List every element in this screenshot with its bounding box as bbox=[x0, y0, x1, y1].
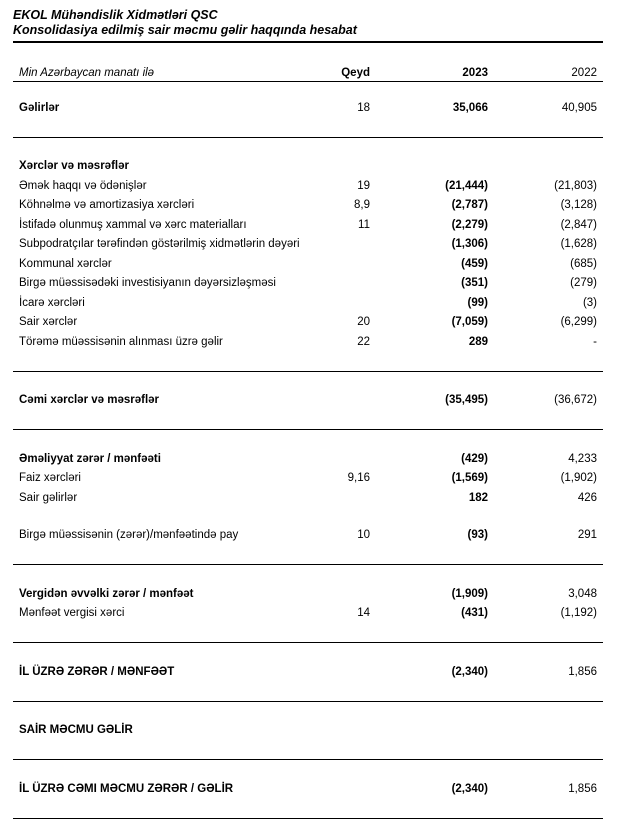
row-value-2022: (3) bbox=[582, 296, 597, 309]
row-label: Kommunal xərclər bbox=[19, 257, 112, 270]
column-header-2022: 2022 bbox=[571, 67, 597, 79]
table-row bbox=[13, 215, 603, 235]
row-note: 10 bbox=[357, 529, 370, 542]
table-row bbox=[13, 662, 603, 682]
row-value-2022: 4,233 bbox=[568, 452, 597, 465]
row-note: 18 bbox=[357, 101, 370, 114]
table-row bbox=[13, 391, 603, 411]
row-label: Faiz xərcləri bbox=[19, 472, 81, 485]
row-label: Əməliyyat zərər / mənfəəti bbox=[19, 452, 161, 465]
row-value-2022: (1,192) bbox=[560, 607, 597, 620]
table-row bbox=[13, 721, 603, 741]
row-value-2022: 1,856 bbox=[568, 665, 597, 678]
table-row bbox=[13, 604, 603, 624]
row-label: İL ÜZRƏ CƏMI MƏCMU ZƏRƏR / GƏLİR bbox=[19, 782, 234, 795]
company-name: EKOL Mühəndislik Xidmətləri QSC bbox=[13, 8, 218, 22]
row-value-2023: (7,059) bbox=[451, 316, 488, 329]
row-note: 20 bbox=[357, 316, 370, 329]
row-value-2022: (6,299) bbox=[560, 316, 597, 329]
row-value-2022: (3,128) bbox=[560, 199, 597, 212]
section-divider bbox=[13, 701, 603, 702]
row-value-2022: 426 bbox=[577, 491, 597, 504]
table-row bbox=[13, 526, 603, 546]
row-value-2023: (351) bbox=[461, 277, 488, 290]
row-label: Sair gəlirlər bbox=[19, 491, 78, 504]
table-row bbox=[13, 157, 603, 177]
row-label: Köhnəlmə və amortizasiya xərcləri bbox=[19, 199, 195, 212]
row-value-2022: - bbox=[593, 335, 597, 348]
report-title: Konsolidasiya edilmiş sair məcmu gəlir haqqında hesabat bbox=[13, 23, 357, 37]
column-header-units: Min Azərbaycan manatı ilə bbox=[19, 67, 155, 79]
row-value-2022: (21,803) bbox=[554, 179, 597, 192]
row-value-2023: (93) bbox=[467, 529, 488, 542]
row-note: 9,16 bbox=[347, 472, 370, 485]
row-value-2022: 40,905 bbox=[561, 101, 597, 114]
table-row bbox=[13, 584, 603, 604]
table-row bbox=[13, 332, 603, 352]
row-value-2022: (36,672) bbox=[554, 394, 597, 407]
table-row bbox=[13, 779, 603, 799]
column-header-note: Qeyd bbox=[341, 67, 370, 79]
row-value-2022: (279) bbox=[570, 277, 597, 290]
row-value-2023: 289 bbox=[468, 335, 488, 348]
row-value-2022: (2,847) bbox=[560, 218, 597, 231]
row-value-2022: (1,902) bbox=[560, 472, 597, 485]
table-header-divider bbox=[13, 81, 603, 82]
row-value-2022: 1,856 bbox=[568, 782, 597, 795]
row-value-2022: 291 bbox=[577, 529, 597, 542]
row-label: İcarə xərcləri bbox=[19, 296, 85, 309]
row-label: Sair xərclər bbox=[19, 316, 78, 329]
table-row bbox=[13, 449, 603, 469]
section-divider bbox=[13, 564, 603, 565]
row-label: Gəlirlər bbox=[19, 101, 60, 114]
section-divider bbox=[13, 759, 603, 760]
row-value-2023: (1,569) bbox=[451, 472, 488, 485]
table-row bbox=[13, 176, 603, 196]
row-label: Birgə müəssisənin (zərər)/mənfəətində pay bbox=[19, 529, 239, 542]
row-value-2023: (21,444) bbox=[445, 179, 488, 192]
row-note: 22 bbox=[357, 335, 370, 348]
row-label: Əmək haqqı və ödənişlər bbox=[19, 179, 147, 192]
table-row bbox=[13, 274, 603, 294]
section-divider bbox=[13, 137, 603, 138]
row-value-2023: (459) bbox=[461, 257, 488, 270]
section-divider bbox=[13, 429, 603, 430]
row-label: Birgə müəssisədəki investisiyanın dəyərsizləşməsi bbox=[19, 277, 276, 290]
table-body bbox=[13, 98, 603, 819]
table-row bbox=[13, 98, 603, 118]
table-row bbox=[13, 488, 603, 508]
row-label: Cəmi xərclər və məsrəflər bbox=[19, 394, 160, 407]
row-label: SAİR MƏCMU GƏLİR bbox=[19, 724, 133, 737]
table-row bbox=[13, 235, 603, 255]
table-row bbox=[13, 293, 603, 313]
row-value-2023: 182 bbox=[468, 491, 488, 504]
table-header-row bbox=[13, 63, 603, 79]
table-row bbox=[13, 196, 603, 216]
row-value-2023: (2,340) bbox=[451, 665, 488, 678]
row-note: 11 bbox=[358, 218, 370, 231]
column-header-2023: 2023 bbox=[462, 67, 488, 79]
table-row bbox=[13, 469, 603, 489]
row-value-2023: (1,306) bbox=[451, 238, 488, 251]
row-label: Mənfəət vergisi xərci bbox=[19, 607, 125, 620]
report-header bbox=[13, 8, 603, 38]
section-divider bbox=[13, 642, 603, 643]
row-label: Subpodratçılar tərəfindən göstərilmiş xidmətlərin dəyəri bbox=[19, 238, 300, 251]
row-note: 8,9 bbox=[354, 199, 370, 212]
row-value-2022: (685) bbox=[570, 257, 597, 270]
row-note: 19 bbox=[357, 179, 370, 192]
row-label: Xərclər və məsrəflər bbox=[19, 160, 129, 173]
row-label: İstifadə olunmuş xammal və xərc materialları bbox=[19, 218, 247, 231]
table-row bbox=[13, 313, 603, 333]
row-value-2023: (2,340) bbox=[451, 782, 488, 795]
row-value-2023: (2,279) bbox=[451, 218, 488, 231]
row-value-2023: (429) bbox=[461, 452, 488, 465]
row-value-2023: (35,495) bbox=[445, 394, 488, 407]
row-note: 14 bbox=[357, 607, 370, 620]
title-divider bbox=[13, 41, 603, 43]
table-row bbox=[13, 254, 603, 274]
row-value-2022: 3,048 bbox=[568, 587, 597, 600]
row-value-2023: (2,787) bbox=[451, 199, 488, 212]
row-value-2023: (431) bbox=[461, 607, 488, 620]
row-value-2023: (1,909) bbox=[451, 587, 488, 600]
row-value-2022: (1,628) bbox=[560, 238, 597, 251]
row-value-2023: (99) bbox=[467, 296, 488, 309]
row-label: Vergidən əvvəlki zərər / mənfəət bbox=[19, 587, 194, 600]
row-label: İL ÜZRƏ ZƏRƏR / MƏNFƏƏT bbox=[19, 665, 175, 678]
row-label: Törəmə müəssisənin alınması üzrə gəlir bbox=[19, 335, 223, 348]
row-value-2023: 35,066 bbox=[452, 101, 488, 114]
section-divider bbox=[13, 818, 603, 819]
section-divider bbox=[13, 371, 603, 372]
